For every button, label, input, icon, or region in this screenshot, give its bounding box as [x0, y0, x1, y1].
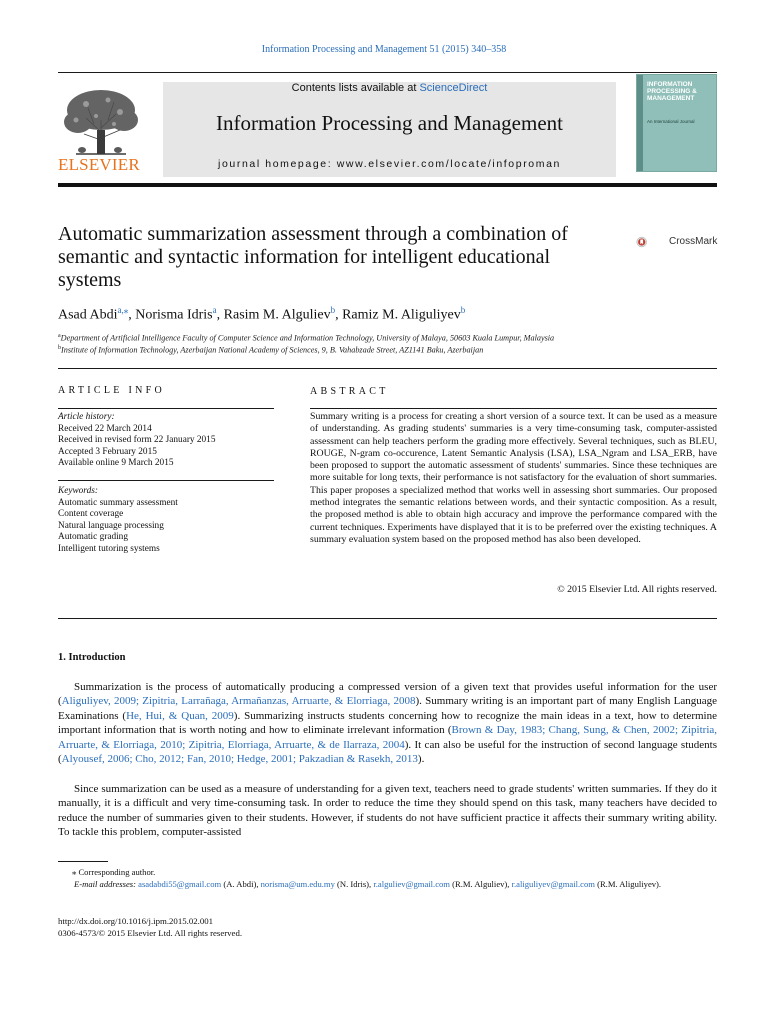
author-name[interactable]: Norisma Idris	[135, 307, 213, 323]
history-item: Available online 9 March 2015	[58, 458, 174, 469]
email-owner: (A. Abdi),	[221, 879, 261, 889]
crossmark-label[interactable]: CrossMark	[669, 236, 718, 247]
intro-text: Summarization is the process of automatically producing a compressed version of a given text that provides useful information for the user (	[58, 681, 717, 708]
intro-text: ). Summarizing instructs students concerning how to recognize the main ideas in a text, how to determine important information that is worth noting and how to eliminate irrelevant information (	[58, 709, 717, 737]
abstract-bottom-rule	[58, 618, 717, 619]
affil-text: Institute of Information Technology, Azerbaijan National Academy of Sciences, 9, B. Vahabzade Street, AZ1141 Baku, Azerbaijan	[61, 345, 484, 355]
email-link[interactable]: r.alguliev@gmail.com	[373, 879, 450, 889]
author-name[interactable]: Rasim M. Alguliev	[223, 307, 331, 323]
email-link[interactable]: r.aliguliyev@gmail.com	[511, 879, 595, 889]
citation-link[interactable]: He, Hui, & Quan, 2009	[126, 709, 234, 722]
email-owner: (R.M. Alguliev),	[450, 879, 512, 889]
email-owner: (N. Idris),	[334, 879, 374, 889]
author-name[interactable]: Asad Abdi	[58, 307, 118, 323]
introduction-heading: 1. Introduction	[58, 652, 126, 663]
citation-link[interactable]: Brown & Day, 1983; Chang, Sung, & Chen, 2002; Zipitria, Arruarte, & Elorriaga, 2010; Zipitria, Elorriaga, Arruarte, & de Ilarraza, 2004	[58, 724, 718, 751]
author-list	[58, 305, 465, 324]
abstract-copyright: © 2015 Elsevier Ltd. All rights reserved.	[557, 584, 717, 595]
keywords-rule	[58, 480, 274, 481]
corresponding-author-note: ⁎ Corresponding author.	[72, 867, 156, 877]
keyword-item: Natural language processing	[58, 520, 164, 531]
journal-title: Information Processing and Management	[216, 111, 563, 135]
intro-paragraph-2: Since summarization can be used as a measure of understanding for a given text, teachers need to grade students' written summaries. If they do it manually, it is a difficult and very time-consuming task. In order to reduce the time they should spend on this task, many teachers have decided to reduce the number of summaries given to their students. However, if students do not have sufficient practice it affects their summary writing ability. To tackle this problem, computer-assisted	[58, 783, 717, 839]
keywords-label: Keywords:	[58, 486, 98, 496]
crossmark-icon[interactable]	[636, 226, 668, 258]
abstract-text: Summary writing is a process for creating a short version of a source text. It can be used as a measure of understanding. As grading students' summaries is a very time-consuming task, computer-assisted assessment can help teachers perform the grading more effectively. Several techniques, such as BLEU, ROUGE, N-gram co-occurence, Latent Semantic Analysis (LSA), LSA_Ngram and LSA_ERB, have been proposed to support the automatic assessment of students' summaries. Since these techniques are more suitable for long texts, their performance is not satisfactory for the evaluation of short summaries. This paper proposes a specialized method that works well in assessing short summaries. Our proposed method integrates the semantic relations between words, and their syntactic composition. As a result, the proposed method is able to obtain high accuracy and improve the performance compared with the current techniques. Experiments have displayed that it is to be preferred over the existing techniques. A summary evaluation system based on the proposed method has also been developed.	[310, 411, 717, 545]
author-separator: ,	[128, 307, 136, 323]
intro-text: ). It can also be useful for the instruction of second language students (	[58, 738, 717, 766]
journal-cover-thumbnail[interactable]	[636, 74, 717, 172]
history-item: Received 22 March 2014	[58, 423, 152, 434]
affiliation-a	[58, 333, 554, 343]
author-separator: ,	[335, 307, 343, 323]
email-label: E-mail addresses:	[74, 879, 139, 889]
author-affil-sup[interactable]: a	[212, 305, 217, 315]
journal-homepage[interactable]: journal homepage: www.elsevier.com/locate/infoproman	[218, 158, 561, 170]
author-separator: ,	[216, 307, 224, 323]
citation-link[interactable]: Alyousef, 2006; Cho, 2012; Fan, 2010; Hedge, 2001; Pakzadian & Rasekh, 2013	[61, 753, 418, 766]
footnote-rule	[58, 861, 108, 862]
affil-marker: a	[58, 333, 61, 339]
running-head[interactable]: Information Processing and Management 51 (2015) 340–358	[261, 44, 507, 55]
author-affil-sup[interactable]: b	[460, 305, 466, 315]
cover-spine	[637, 75, 643, 171]
article-info-heading: ARTICLE INFO	[58, 385, 166, 396]
author-affil-sup[interactable]: a,⁎	[117, 305, 129, 315]
doi-link[interactable]: http://dx.doi.org/10.1016/j.ipm.2015.02.001	[58, 916, 214, 926]
affil-text: Department of Artificial Intelligence Faculty of Computer Science and Information Technology, University of Malaya, 50603 Kuala Lumpur, Malaysia	[60, 333, 555, 343]
cover-title: INFORMATION PROCESSING & MANAGEMENT	[647, 81, 697, 102]
email-link[interactable]: asadabdi55@gmail.com	[138, 879, 222, 889]
issn-line: 0306-4573/© 2015 Elsevier Ltd. All rights reserved.	[58, 928, 243, 938]
contents-line	[163, 82, 616, 94]
history-item: Received in revised form 22 January 2015	[58, 435, 216, 446]
article-info-rule	[58, 408, 274, 409]
header-thick-rule	[58, 183, 717, 187]
keyword-item: Content coverage	[58, 509, 124, 520]
article-title: Automatic summarization assessment through a combination of semantic and syntactic information for intelligent educational systems	[58, 223, 568, 291]
abstract-heading: ABSTRACT	[310, 386, 389, 397]
keyword-item: Automatic summary assessment	[58, 497, 178, 508]
abstract-rule	[310, 408, 717, 409]
author-name[interactable]: Ramiz M. Aliguliyev	[342, 307, 461, 323]
intro-paragraph-1	[58, 680, 717, 766]
affil-marker: b	[58, 345, 61, 351]
author-affil-sup[interactable]: b	[330, 305, 336, 315]
cover-subtitle: An International Journal	[647, 119, 695, 124]
section-divider	[58, 368, 717, 369]
history-item: Accepted 3 February 2015	[58, 446, 157, 457]
intro-text: ).	[417, 753, 425, 766]
intro-text: ). Summary writing is an important part of many English Language Examinations (	[58, 695, 718, 722]
history-label: Article history:	[58, 412, 115, 422]
email-owner: (R.M. Aliguliyev).	[594, 879, 662, 889]
elsevier-wordmark: ELSEVIER	[58, 155, 140, 174]
citation-link[interactable]: Aliguliyev, 2009; Zipitria, Larrañaga, Armañanzas, Arruarte, & Elorriaga, 2008	[61, 695, 416, 708]
article-history	[58, 412, 215, 470]
sciencedirect-link[interactable]: ScienceDirect	[419, 82, 488, 94]
keyword-item: Automatic grading	[58, 532, 128, 543]
keyword-item: Intelligent tutoring systems	[58, 543, 160, 554]
affiliation-b	[58, 345, 483, 355]
keywords	[58, 486, 178, 556]
header-rule	[58, 72, 717, 73]
email-footnote	[58, 878, 717, 890]
contents-prefix: Contents lists available at	[291, 82, 420, 94]
email-link[interactable]: norisma@um.edu.my	[260, 879, 335, 889]
